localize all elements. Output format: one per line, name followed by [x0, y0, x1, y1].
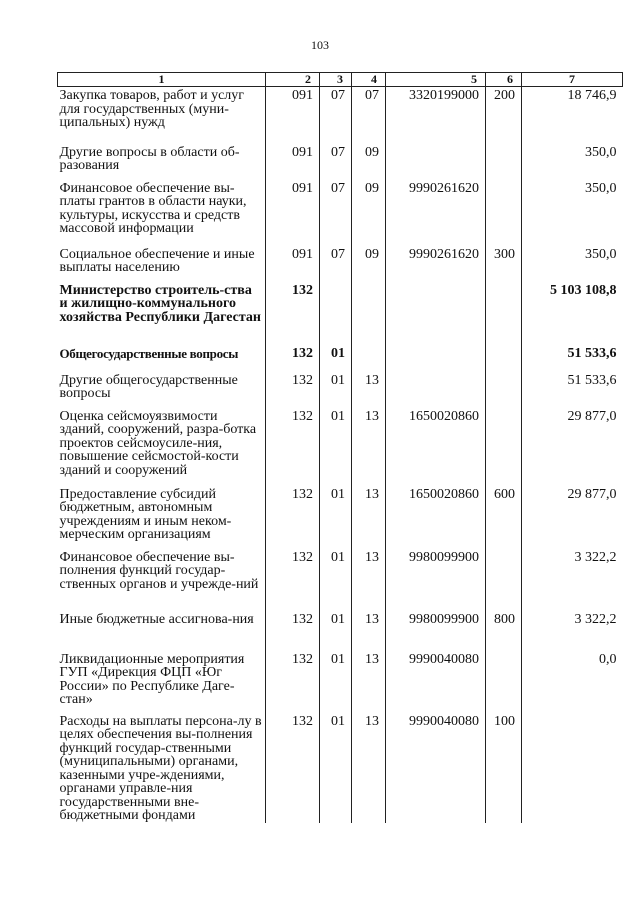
column-header: 1	[58, 73, 266, 87]
row-subsection-code: 09	[352, 246, 386, 282]
row-subsection-code: 13	[352, 651, 386, 713]
row-target-article	[386, 282, 486, 345]
row-target-article: 1650020860	[386, 486, 486, 549]
row-name: Расходы на выплаты персона-лу в целях обеспечения вы-полнения функций государ-ственными (муниципальными) органами, казенными учре-ждениями, органами управле-ния государственными вне-бюджетными фондами	[58, 713, 266, 823]
row-ministry-code: 132	[266, 372, 320, 408]
row-ministry-code: 091	[266, 87, 320, 144]
budget-table	[57, 72, 623, 823]
row-expense-type: 200	[486, 87, 522, 144]
row-amount: 29 877,0	[522, 486, 623, 549]
row-amount: 3 322,2	[522, 611, 623, 651]
column-header: 5	[386, 73, 486, 87]
column-header: 2	[266, 73, 320, 87]
row-target-article	[386, 144, 486, 180]
row-name: Другие вопросы в области об-разования	[58, 144, 266, 180]
column-header: 7	[522, 73, 623, 87]
row-name: Оценка сейсмоуязвимости зданий, сооружений, разра-ботка проектов сейсмоусиле-ния, повышение сейсмостой-кости зданий и сооружений	[58, 408, 266, 486]
table-row	[58, 408, 623, 486]
row-ministry-code: 132	[266, 549, 320, 611]
row-target-article: 9990261620	[386, 180, 486, 246]
row-section-code: 07	[320, 144, 352, 180]
row-name: Ликвидационные мероприятия ГУП «Дирекция ФЦП «Юг России» по Республике Даге-стан»	[58, 651, 266, 713]
row-expense-type: 300	[486, 246, 522, 282]
row-target-article: 9990040080	[386, 651, 486, 713]
row-subsection-code: 13	[352, 611, 386, 651]
row-ministry-code: 132	[266, 651, 320, 713]
header-row	[58, 73, 623, 87]
page-number: 103	[311, 38, 329, 52]
row-section-code: 01	[320, 345, 352, 372]
row-expense-type: 800	[486, 611, 522, 651]
row-section-code	[320, 282, 352, 345]
table-row	[58, 87, 623, 144]
row-expense-type	[486, 408, 522, 486]
row-section-code: 01	[320, 713, 352, 823]
row-subsection-code	[352, 282, 386, 345]
row-amount: 350,0	[522, 246, 623, 282]
row-name: Министерство строитель-ства и жилищно-коммунального хозяйства Республики Дагестан	[58, 282, 266, 345]
row-expense-type	[486, 549, 522, 611]
row-target-article: 3320199000	[386, 87, 486, 144]
row-subsection-code: 07	[352, 87, 386, 144]
row-section-code: 01	[320, 408, 352, 486]
table-row	[58, 246, 623, 282]
row-target-article	[386, 345, 486, 372]
row-subsection-code: 13	[352, 486, 386, 549]
row-amount: 0,0	[522, 651, 623, 713]
row-target-article: 9990261620	[386, 246, 486, 282]
row-amount: 18 746,9	[522, 87, 623, 144]
table-row	[58, 345, 623, 372]
row-section-code: 07	[320, 87, 352, 144]
row-ministry-code: 132	[266, 345, 320, 372]
row-section-code: 01	[320, 372, 352, 408]
row-subsection-code	[352, 345, 386, 372]
row-ministry-code: 091	[266, 246, 320, 282]
table-row	[58, 372, 623, 408]
table-row	[58, 611, 623, 651]
row-amount: 350,0	[522, 180, 623, 246]
row-name: Финансовое обеспечение вы-платы грантов в области науки, культуры, искусства и средств массовой информации	[58, 180, 266, 246]
row-amount: 51 533,6	[522, 372, 623, 408]
column-header: 4	[352, 73, 386, 87]
row-name: Социальное обеспечение и иные выплаты населению	[58, 246, 266, 282]
table-row	[58, 549, 623, 611]
table-row	[58, 486, 623, 549]
row-ministry-code: 091	[266, 180, 320, 246]
column-header: 6	[486, 73, 522, 87]
row-section-code: 07	[320, 180, 352, 246]
row-target-article: 9980099900	[386, 549, 486, 611]
row-ministry-code: 132	[266, 611, 320, 651]
table-row	[58, 651, 623, 713]
row-section-code: 07	[320, 246, 352, 282]
row-section-code: 01	[320, 486, 352, 549]
row-ministry-code: 132	[266, 282, 320, 345]
row-subsection-code: 13	[352, 408, 386, 486]
row-amount: 3 322,2	[522, 549, 623, 611]
row-name: Иные бюджетные ассигнова-ния	[58, 611, 266, 651]
row-expense-type	[486, 651, 522, 713]
row-amount: 51 533,6	[522, 345, 623, 372]
row-name: Финансовое обеспечение вы-полнения функций государ-ственных органов и учрежде-ний	[58, 549, 266, 611]
row-expense-type: 100	[486, 713, 522, 823]
row-target-article: 9980099900	[386, 611, 486, 651]
row-subsection-code: 09	[352, 144, 386, 180]
row-expense-type	[486, 144, 522, 180]
row-amount: 5 103 108,8	[522, 282, 623, 345]
row-ministry-code: 132	[266, 713, 320, 823]
row-section-code: 01	[320, 651, 352, 713]
row-expense-type: 600	[486, 486, 522, 549]
row-subsection-code: 13	[352, 549, 386, 611]
row-subsection-code: 13	[352, 372, 386, 408]
row-target-article: 1650020860	[386, 408, 486, 486]
row-section-code: 01	[320, 611, 352, 651]
row-expense-type	[486, 372, 522, 408]
row-name: Предоставление субсидий бюджетным, автономным учреждениям и иным неком-мерческим организациям	[58, 486, 266, 549]
row-name: Другие общегосударственные вопросы	[58, 372, 266, 408]
row-expense-type	[486, 282, 522, 345]
row-ministry-code: 132	[266, 408, 320, 486]
row-expense-type	[486, 180, 522, 246]
row-amount	[522, 713, 623, 823]
row-subsection-code: 09	[352, 180, 386, 246]
row-ministry-code: 091	[266, 144, 320, 180]
row-section-code: 01	[320, 549, 352, 611]
row-subsection-code: 13	[352, 713, 386, 823]
row-ministry-code: 132	[266, 486, 320, 549]
table-row	[58, 144, 623, 180]
row-target-article: 9990040080	[386, 713, 486, 823]
row-target-article	[386, 372, 486, 408]
row-amount: 350,0	[522, 144, 623, 180]
table-row	[58, 282, 623, 345]
row-name: Закупка товаров, работ и услуг для государственных (муни-ципальных) нужд	[58, 87, 266, 144]
column-header: 3	[320, 73, 352, 87]
row-name: Общегосударственные вопросы	[58, 345, 266, 372]
table-row	[58, 180, 623, 246]
row-amount: 29 877,0	[522, 408, 623, 486]
row-expense-type	[486, 345, 522, 372]
table-row	[58, 713, 623, 823]
